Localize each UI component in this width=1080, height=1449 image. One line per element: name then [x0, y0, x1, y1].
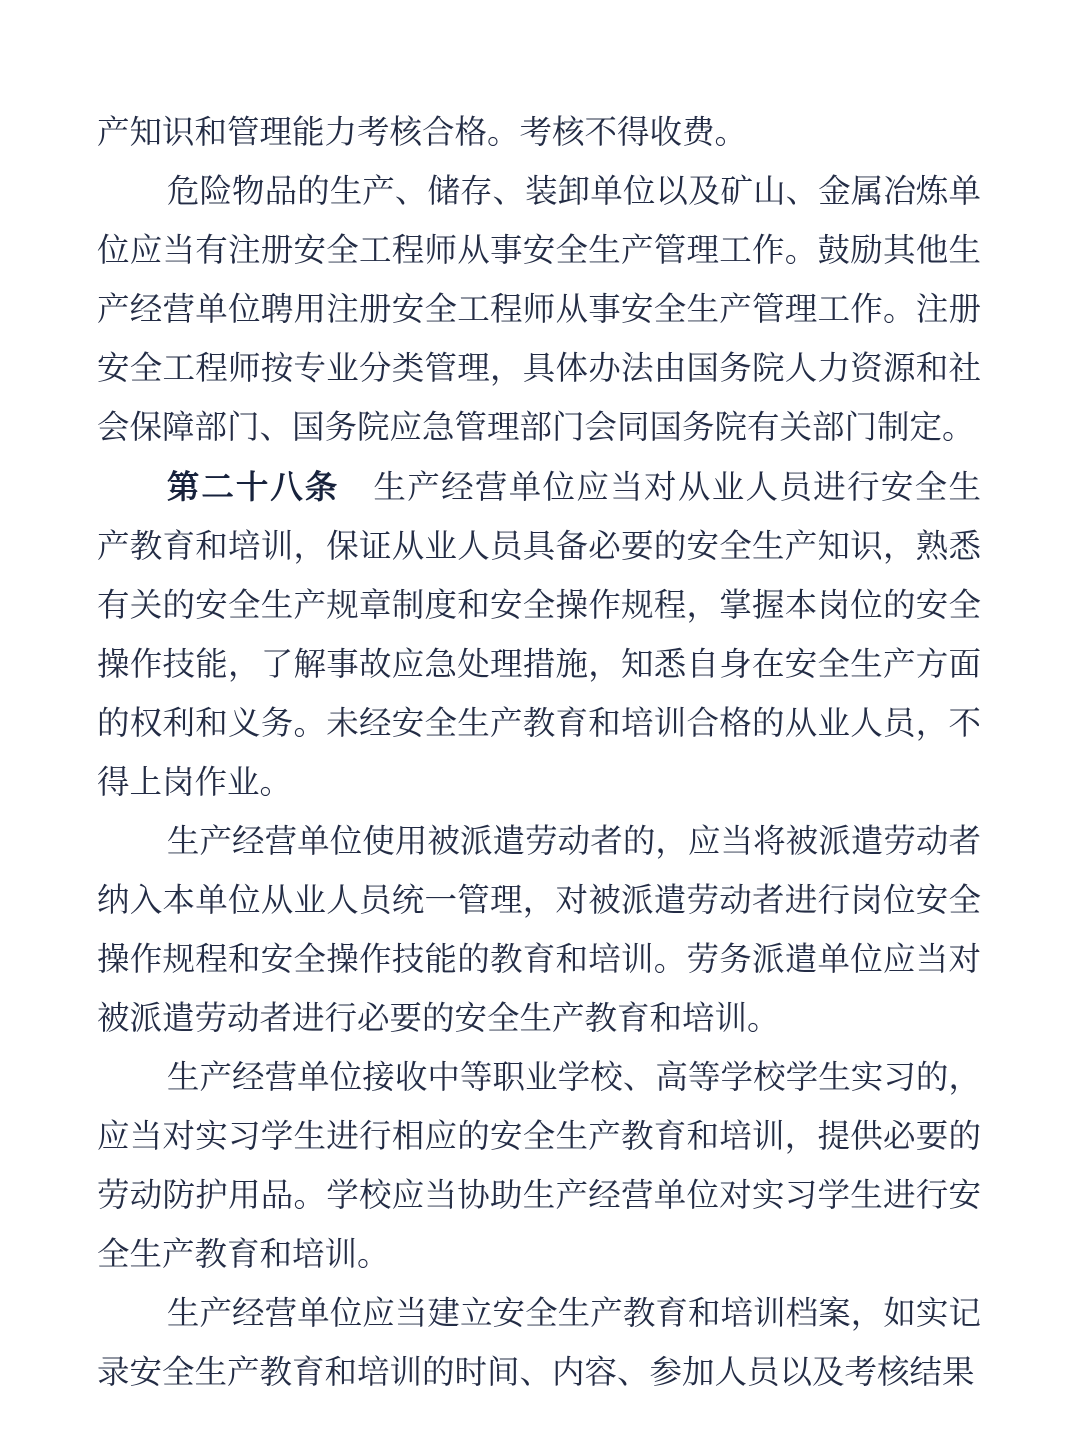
paragraph-training-records: 生产经营单位应当建立安全生产教育和培训档案，如实记录安全生产教育和培训的时间、内容、参加人员以及考核结果: [97, 1296, 981, 1391]
document-body-text: [97, 104, 981, 1403]
article-28-body-text: 生产经营单位应当对从业人员进行安全生产教育和培训，保证从业人员具备必要的安全生产知识，熟悉有关的安全生产规章制度和安全操作规程，掌握本岗位的安全操作技能，了解事故应急处理措施，知悉自身在安全生产方面的权利和义务。未经安全生产教育和培训合格的从业人员，不得上岗作业。: [97, 470, 981, 801]
paragraph-dispatched-workers: 生产经营单位使用被派遣劳动者的，应当将被派遣劳动者纳入本单位从业人员统一管理，对被派遣劳动者进行岗位安全操作规程和安全操作技能的教育和培训。劳务派遣单位应当对被派遣劳动者进行必要的安全生产教育和培训。: [97, 824, 981, 1037]
paragraph-continuation: 产知识和管理能力考核合格。考核不得收费。: [97, 115, 748, 151]
paragraph-registered-safety-engineers: 危险物品的生产、储存、装卸单位以及矿山、金属冶炼单位应当有注册安全工程师从事安全生产管理工作。鼓励其他生产经营单位聘用注册安全工程师从事安全生产管理工作。注册安全工程师按专业分类管理，具体办法由国务院人力资源和社会保障部门、国务院应急管理部门会同国务院有关部门制定。: [97, 174, 981, 446]
article-number-label: 第二十八条: [166, 469, 340, 505]
paragraph-article-28: [97, 458, 981, 813]
paragraph-student-interns: 生产经营单位接收中等职业学校、高等学校学生实习的，应当对实习学生进行相应的安全生产教育和培训，提供必要的劳动防护用品。学校应当协助生产经营单位对实习学生进行安全生产教育和培训。: [97, 1060, 981, 1273]
